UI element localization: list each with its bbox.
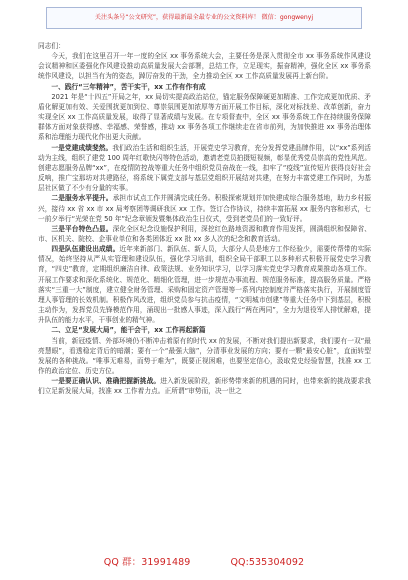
section-heading-one: 一、践行“三年精神”，苦干实干，xx 工作有作有成 xyxy=(51,82,206,91)
team-subheading: 四是队伍建设出成绩。 xyxy=(51,245,120,254)
promotional-banner xyxy=(46,7,362,29)
document-content xyxy=(38,41,371,396)
salutation: 同志们： xyxy=(38,42,65,50)
section-heading-two: 二、立足“发展大局”，能干会干，xx 工作再起新篇 xyxy=(51,326,206,335)
team-paragraph xyxy=(38,244,371,325)
contact-footer xyxy=(0,555,408,571)
service-paragraph xyxy=(38,193,371,223)
qq-group-contact: QQ 群：31991489 xyxy=(103,557,191,568)
challenge-subheading: 一是要正确认识、准确把握新挑战。 xyxy=(51,377,161,386)
party-building-text: 我们政治生活和组织生活，开展党史学习教育，充分发挥党建品牌作用，以“xx”系列活动为主线，组织了建党 100 周年红歌快闪等特色活动，邀请老党员拍摄短视频，彰显优秀党员崇高的党性风范。创建志愿服务品牌“xx”，在疫情防控战等重大任务中组织党员奋战在一线，扣牢了“疫线”宣传短片获得良好社会反响，推广宝那坊对共建路径，将系统下属党支部与基层党组织开展结对共建，在努力丰富党建工作同时，为基层社区做了不少有分量的实事。 xyxy=(38,143,371,193)
service-subheading: 二是服务水平提升。 xyxy=(51,194,113,203)
challenge-text: 进入新发展阶段，新形势带来新的机遇的同时，也带来新的挑战要求我们立足新发展大局，找准 xx 工作着力点。正所谓“审势而，决一世之 xyxy=(38,377,371,396)
platform-paragraph xyxy=(38,224,371,244)
team-text: 近年来新部门、新队伍、新人员，大部分人员是地方工作经验少，需要传帮带的实际情况，始终坚持从严从实管理和建设队伍，强化学习培训，组织全局干部职工以多种形式积极开展党史学习教育，“四史”教育，定期组织廉洁自律、政策法规、业务知识学习，以学习落实党史学习教育成果推动各项工作。开展工作要求和深化系统化、规范化、精细化管理，进一步规范办事流程、规范服务标准，提高服务质量。严格落实“三重一大”制度，建立健全财务管理、采购和固定资产管理等一系列内控制度并严格落实执行，开展制度管理人事管理的长效机制。积极作风改进，组织党员参与抗击疫情，“文明城市创建”等重大任务中下到基层，积极主动作为，发挥党员先锋模范作用，涌现出一批感人事迹，深入践行“两在两同”，全力为退役军人排忧解难，提升队伍的能力水平，干事创业的精气神。 xyxy=(38,245,371,325)
service-text: 承担市试点工作并圆满完成任务。积极探索规划并加快建成综合服务基地，助力乡村振兴，接待 xx 省 xx 市 xx 局考察团等调研我区 xx 工作。签订合作协议，持续丰富拓展 xx 服务内容和形式，七一前夕举行“光荣在党 50 年”纪念章颁发暨集体政治生日仪式，受到老党员们的一致好评。 xyxy=(38,194,371,223)
party-building-subheading: 一是党建成绩斐然。 xyxy=(51,143,113,152)
platform-text: 深化全区纪念设施保护利用，深挖红色路地资源和教育作用发挥，圆满组织和保障省、市、区机关、院校、企事业单位和各类团体近 xx 批 xx 多人次的纪念和教育活动。 xyxy=(38,224,371,243)
current-situation-paragraph: 当前，新冠疫情、外部环境仍不断冲击着原有的时代 xx 的发展，不断对我们提出新要求，我们要有一双“最亮慧眼”，看透稳定背后的暗潮；要有一个“最强大脑”，分清事业发展的方向；要有一颗“最安心脏”，直面转型发展的各种挑战。“唯事无难易，而势于难为”，既要正视困难，也要坚定信心，汲取党史经验智慧，找准 xx 工作的政治定位、历史方位。 xyxy=(38,336,371,375)
banner-text: 关注头条号“公文研究”，获得最新最全最专业的公文资料库！ 微信：gongwenyj xyxy=(94,13,314,21)
qq-personal-contact: QQ:535304092 xyxy=(230,557,305,568)
challenge-paragraph xyxy=(38,376,371,396)
party-building-paragraph xyxy=(38,143,371,194)
opening-paragraph: 今天，我们在这里召开一年一度的全区 xx 事务系统大会，主要任务是深入贯彻全市 xx 事务系统作风建设会议精神和区委强化作风建设推动高质量发展大会部署，总结工作，立足现实，振奋精神，强化全区 xx 事务系统作风建设，以担当有为的姿态，踔厉奋发的干劲，全力推动全区 xx 工作高质量发展再上新台阶。 xyxy=(38,52,371,81)
platform-subheading: 三是平台特色凸显。 xyxy=(51,224,113,233)
work-summary-paragraph: 2021 年是“十四五”开局之年，xx 局切实提高政治站位，锚定服务保障硬更加精准、工作完成更加优质、矛盾化解更加有效、关爱围扰更加到位、尊崇氛围更加浓厚等方面开展工作目标，深化对标找差、改革创新，奋力实现全区 xx 工作高质量发展，取得了显著成绩与发展。在专项督查中，全区 xx 事务系统工作在持续服务保障群体方面对象获得感、幸福感、荣誉感，推动 xx 事务各项工作继续走在省市前列，为加快推进 xx 事务治理体系和治理能力现代化作出更大贡献。 xyxy=(38,92,371,142)
